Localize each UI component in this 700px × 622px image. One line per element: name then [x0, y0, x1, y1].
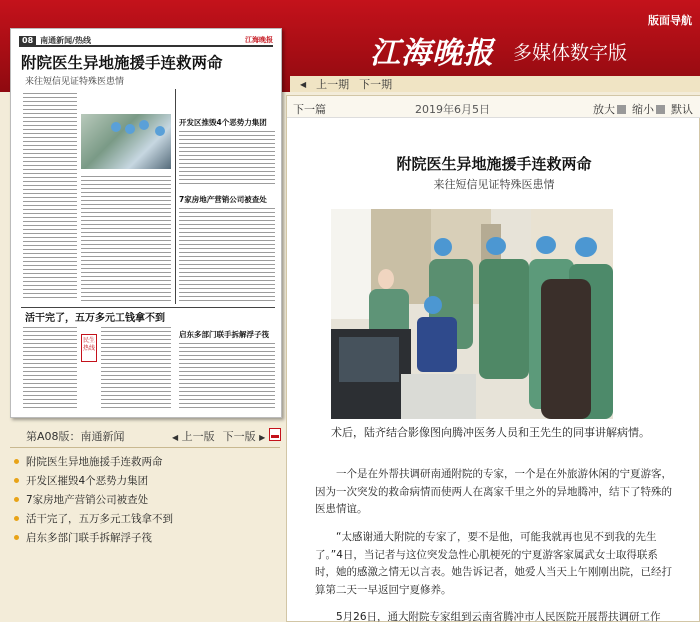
newspaper-section: 南通新闻/热线 — [40, 35, 92, 45]
newspaper-text-block — [23, 91, 77, 301]
zoom-controls — [593, 101, 693, 117]
newspaper-text-block — [179, 129, 275, 187]
pdf-download-icon[interactable] — [269, 428, 281, 441]
article-title: 附院医生异地施援手连救两命 — [396, 155, 592, 173]
newspaper-divider — [175, 89, 176, 304]
article-list-item[interactable] — [14, 490, 173, 509]
bullet-icon — [14, 497, 19, 502]
divider — [10, 447, 280, 448]
newspaper-top-bar — [19, 35, 273, 47]
newspaper-logo: 江海晚报 — [370, 36, 494, 71]
next-arrow-icon: ▶ — [259, 433, 266, 442]
newspaper-bottom-headline[interactable]: 活干完了，五万多元工钱拿不到 — [25, 313, 165, 324]
photo-caption: 术后，陆齐结合影像图向腾冲医务人员和王先生的同事讲解病情。 — [331, 426, 650, 439]
article-subtitle: 来往短信见证特殊医患情 — [433, 178, 555, 191]
zoom-out-button[interactable] — [632, 101, 665, 117]
article-link[interactable]: 启东多部门联手拆解浮子筏 — [26, 532, 152, 544]
default-size-label: 默认 — [671, 103, 693, 116]
prev-arrow-icon: ◀ — [172, 433, 179, 442]
zoom-out-label: 缩小 — [632, 103, 654, 116]
newspaper-text-block — [179, 341, 275, 411]
next-page-link[interactable] — [223, 428, 266, 444]
newspaper-side-title[interactable]: 开发区推毁4个恶势力集团 — [179, 118, 267, 127]
article-paragraph: 一个是在外帮扶调研南通附院的专家，一个是在外旅游休闲的宁夏游客，因为一次突发的救命病情而使两人在离家千里之外的异地腾冲，结下了特殊的医患情谊。 — [315, 468, 672, 515]
prev-period-arrow-icon: ◀ — [300, 79, 307, 89]
newspaper-text-block — [23, 325, 77, 410]
article-list-item[interactable] — [14, 528, 173, 547]
newspaper-page-number: 08 — [19, 36, 36, 45]
article-link[interactable]: 开发区摧毁4个恶势力集团 — [26, 475, 149, 487]
newspaper-divider — [21, 307, 275, 308]
article-panel — [286, 95, 700, 622]
newspaper-headline[interactable]: 附院医生异地施援手连救两命 — [21, 53, 223, 72]
prev-period-link[interactable]: 上一期 — [316, 78, 350, 91]
bullet-icon — [14, 516, 19, 521]
newspaper-page-thumbnail[interactable] — [10, 28, 282, 418]
article-paragraph: 5月26日，通大附院专家组到云南省腾冲市人民医院开展帮扶调研工作 — [336, 611, 661, 622]
layout-nav-link[interactable]: 版面导航 — [648, 14, 692, 27]
newspaper-text-block — [179, 206, 275, 304]
bullet-icon — [14, 535, 19, 540]
period-nav — [300, 76, 392, 92]
zoom-out-icon — [656, 105, 665, 114]
newspaper-side-title[interactable]: 7家房地产营销公司被查处 — [179, 195, 267, 204]
left-column — [0, 0, 290, 622]
prev-page-link[interactable] — [172, 428, 215, 444]
newspaper-text-block — [101, 325, 171, 410]
page-nav — [172, 428, 265, 444]
next-period-link[interactable]: 下一期 — [359, 78, 393, 91]
article-link[interactable]: 附院医生异地施援手连救两命 — [26, 456, 163, 468]
article-toolbar — [287, 96, 700, 118]
article-list-item[interactable] — [14, 509, 173, 528]
default-size-button[interactable] — [671, 101, 693, 117]
article-photo-illustration — [331, 209, 613, 419]
article-paragraph: “太感谢通大附院的专家了，要不是他，可能我就再也见不到我的先生了。”4日，当记者与这位突发急性心肌梗死的宁夏游客家属武女士取得联系时，她的感激之情无以言表。她告诉记者，她爱人当天上午刚刚出院，已经打算第二天一早返回宁夏修养。 — [315, 531, 672, 596]
article-list-item[interactable] — [14, 452, 173, 471]
newspaper-subhead: 来往短信见证特殊医患情 — [25, 77, 125, 87]
newspaper-side-title[interactable]: 启东多部门联手拆解浮子筏 — [179, 330, 269, 339]
newspaper-photo — [81, 114, 171, 169]
article-list — [14, 452, 173, 547]
article-link[interactable]: 7家房地产营销公司被查处 — [26, 494, 149, 506]
article-list-item[interactable] — [14, 471, 173, 490]
newspaper-masthead: 江海晚报 — [245, 36, 273, 44]
zoom-in-button[interactable] — [593, 101, 626, 117]
newspaper-text-block — [81, 174, 171, 302]
newspaper-hotline-box: 民生热线 — [81, 334, 97, 362]
prev-page-label: 上一版 — [181, 430, 215, 443]
bullet-icon — [14, 459, 19, 464]
logo-subtitle: 多媒体数字版 — [513, 42, 628, 64]
page-label: 第A08版：南通新闻 — [26, 430, 125, 443]
next-article-link[interactable]: 下一篇 — [293, 103, 326, 116]
article-photo — [331, 209, 613, 419]
zoom-in-icon — [617, 105, 626, 114]
zoom-in-label: 放大 — [593, 103, 615, 116]
next-page-label: 下一版 — [222, 430, 256, 443]
publish-date: 2019年6月5日 — [415, 103, 490, 116]
article-link[interactable]: 活干完了，五万多元工钱拿不到 — [26, 513, 173, 525]
bullet-icon — [14, 478, 19, 483]
